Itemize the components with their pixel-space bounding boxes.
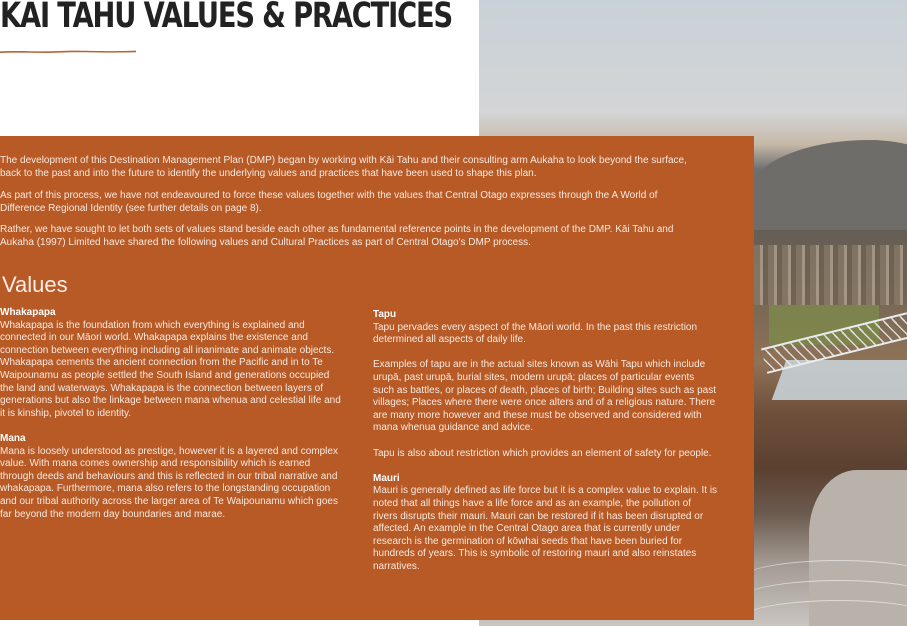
brush-stroke-divider [0, 48, 136, 54]
values-right-column [373, 309, 718, 586]
intro-paragraph: The development of this Destination Management Plan (DMP) began by working with Kāi Tahu and their consulting arm Aukaha to look beyond the surface, back to the past and into the future to identify the underlying values and practices that have been used to shape this plan. [0, 155, 687, 179]
values-heading: Values [2, 272, 68, 297]
value-title-mana: Mana [0, 432, 26, 444]
photo-hill [749, 140, 907, 230]
intro-paragraph: Rather, we have sought to let both sets of values stand beside each other as fundamental reference points in the development of the DMP. Kāi Tahu and Aukaha (1997) Limited have shared the following values and Cultural Practices as part of Central Otago's DMP process. [0, 224, 674, 248]
page-title: KAI TAHU VALUES & PRACTICES [0, 0, 452, 36]
value-text-whakapapa: Whakapapa is the foundation from which everything is explained and connected in our Māori world. Whakapapa explains the existence and connection between everything including all inanimate and animate objects. Whakapapa cements the ancient connection from the Pacific and in to Te Waipounamu as people settled the South Island and generations occupied the land and waterways. Whakapapa is the connection between layers of generations but also the linkage between mana whenua and celestial life and it is kinship, pivotel to identity. [0, 319, 341, 419]
photo-town [754, 245, 907, 305]
value-text-mana: Mana is loosely understood as prestige, however it is a layered and complex value. With mana comes ownership and responsibility which is earned through deeds and behaviours and this is reflected in our tribal narrative and whakapapa. Furthermore, mana also refers to the longstanding occupation and our tribal authority across the larger area of Te Waipounamu which goes far beyond the modern day boundaries and marae. [0, 445, 338, 520]
value-title-tapu: Tapu [373, 309, 397, 320]
bottom-margin [0, 620, 479, 626]
value-title-mauri: Mauri [373, 472, 400, 484]
value-text-tapu: Tapu is also about restriction which provides an element of safety for people. [373, 447, 712, 459]
values-left-column [0, 307, 342, 534]
value-text-tapu: Tapu pervades every aspect of the Māori world. In the past this restriction determined all aspects of daily life. [373, 321, 698, 346]
intro-paragraph: As part of this process, we have not endeavoured to force these values together with the values that Central Otago expresses through the A World of Difference Regional Identity (see further details on page 8). [0, 190, 658, 214]
value-title-whakapapa: Whakapapa [0, 307, 56, 318]
value-text-tapu: Examples of tapu are in the actual sites known as Wāhi Tapu which include urupā, past urupā, burial sites, modern urupā; places of particular events such as battles, or places of death, places of birth; Building sites such as past villages; Places where there were once alters and of a religious nature. There are many more however and these must be observed and considered with mana whenua guidance and advice. [373, 359, 716, 434]
value-text-mauri: Mauri is generally defined as life force but it is a complex value to explain. It is noted that all things have a life force and as an example, the pollution of rivers disrupts their mauri. Mauri can be restored if it has been disrupted or affected. An example in the Central Otago area that is currently under research is the germination of kōwhai seeds that have been buried for hundreds of years. This is symbolic of restoring mauri and also reinstates narratives. [373, 485, 718, 572]
